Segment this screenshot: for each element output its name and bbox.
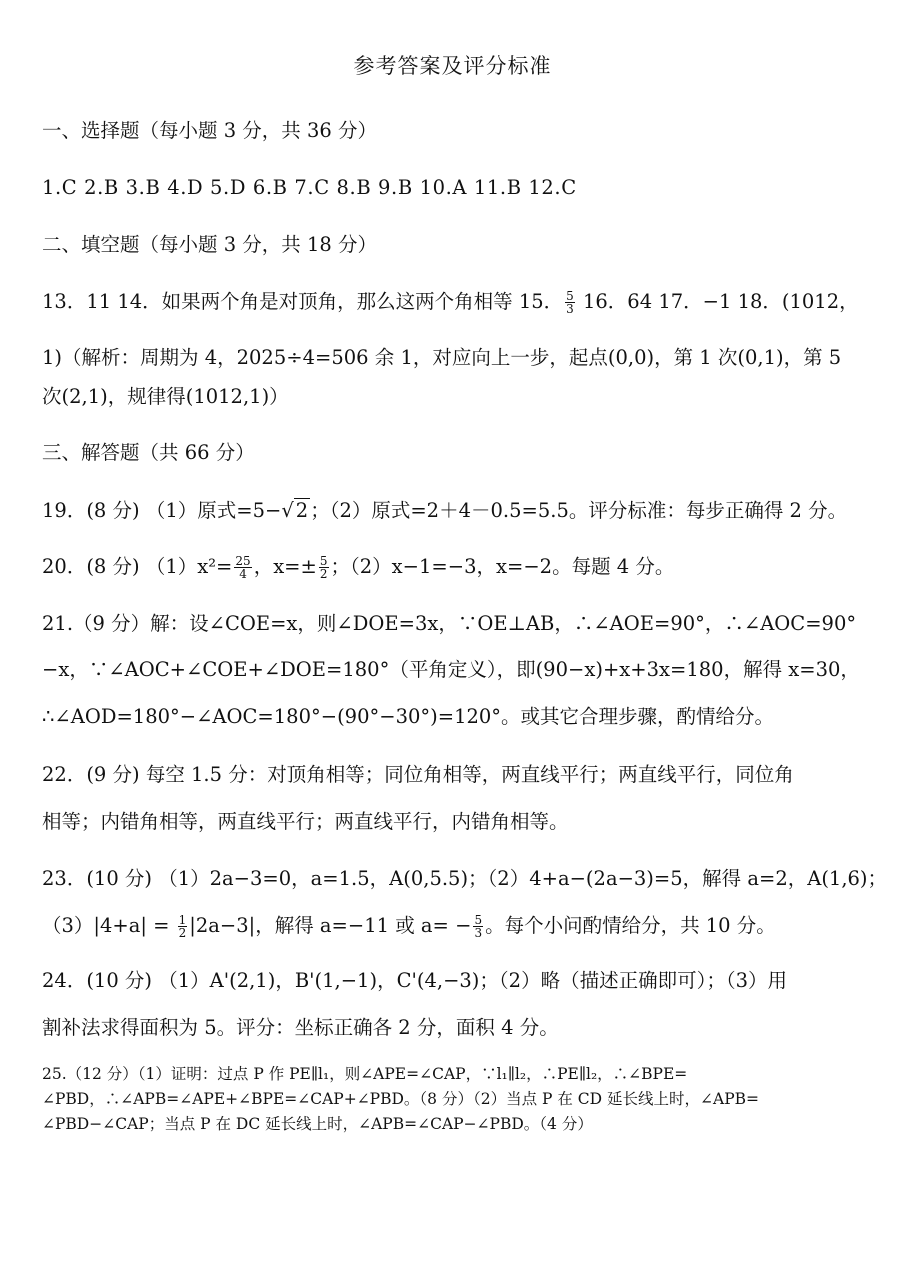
solve-section-header: 三、解答题（共 66 分） bbox=[42, 441, 255, 464]
q23-line-1: 23．(10 分) （1）2a−3=0，a=1.5，A(0,5.5)；（2）4+a−(2a−3)=5，解得 a=2，A(1,6)； bbox=[42, 867, 888, 890]
q20-answer: 20．(8 分) （1）x²= $\frac{25}{4}$ ，x=± $\frac{5}{2}$ ；（2）x−1=−3，x=−2。每题 4 分。 bbox=[42, 554, 675, 581]
q22-line-1: 22．(9 分) 每空 1.5 分：对顶角相等；同位角相等，两直线平行；两直线平行，同位角 bbox=[42, 763, 794, 786]
fraction-25-4: $\frac{25}{4}$ bbox=[235, 554, 251, 581]
fraction-5-3: $\frac{5}{3}$ bbox=[566, 289, 574, 316]
q24-line-2: 割补法求得面积为 5。评分：坐标正确各 2 分，面积 4 分。 bbox=[42, 1016, 559, 1039]
q23-line-2: （3）|4+a| = $\frac{1}{2}$ |2a−3|，解得 a=−11 或 a= − $\frac{5}{3}$ 。每个小问酌情给分，共 10 分。 bbox=[42, 913, 776, 940]
q25-line-2: ∠PBD，∴∠APB=∠APE+∠BPE=∠CAP+∠PBD。（8 分）（2）当点 P 在 CD 延长线上时，∠APB= bbox=[42, 1090, 759, 1108]
fraction-1-2: $\frac{1}{2}$ bbox=[178, 913, 187, 940]
fraction-5-2: $\frac{5}{2}$ bbox=[319, 554, 328, 581]
sqrt-symbol: √ 2 bbox=[281, 499, 309, 522]
fill-text-a: 13．11 14．如果两个角是对顶角，那么这两个角相等 15． bbox=[42, 290, 564, 313]
choice-section-header: 一、选择题（每小题 3 分，共 36 分） bbox=[42, 119, 378, 142]
q24-line-1: 24．(10 分) （1）A'(2,1)，B'(1,−1)，C'(4,−3)；（2）略（描述正确即可）；（3）用 bbox=[42, 969, 787, 992]
q19-answer: 19．(8 分) （1）原式=5−√ 2 ；（2）原式=2＋4－0.5=5.5。评分标准：每步正确得 2 分。 bbox=[42, 497, 867, 525]
q25-line-3: ∠PBD−∠CAP；当点 P 在 DC 延长线上时，∠APB=∠CAP−∠PBD。（4 分） bbox=[42, 1115, 593, 1133]
fill-answers-line-1 bbox=[42, 288, 867, 316]
q21-line-1: 21.（9 分）解：设∠COE=x，则∠DOE=3x，∵OE⊥AB，∴∠AOE=90°，∴∠AOC=90° bbox=[42, 612, 857, 635]
fill-answers-line-2: 1)（解析：周期为 4，2025÷4=506 余 1，对应向上一步，起点(0,0)，第 1 次(0,1)，第 5 bbox=[42, 346, 842, 369]
fill-section-header: 二、填空题（每小题 3 分，共 18 分） bbox=[42, 233, 378, 256]
choice-answers: 1.C 2.B 3.B 4.D 5.D 6.B 7.C 8.B 9.B 10.A 11.B 12.C bbox=[42, 176, 577, 199]
q21-line-3: ∴∠AOD=180°−∠AOC=180°−(90°−30°)=120°。或其它合理步骤，酌情给分。 bbox=[42, 705, 775, 728]
fraction-5-3-b: $\frac{5}{3}$ bbox=[474, 913, 483, 940]
fill-answers-line-3: 次(2,1)，规律得(1012,1)） bbox=[42, 385, 289, 408]
fill-text-b: 16．64 17．−1 18．(1012， bbox=[576, 290, 859, 313]
q22-line-2: 相等；内错角相等，两直线平行；两直线平行，内错角相等。 bbox=[42, 810, 569, 833]
q25-line-1: 25.（12 分）（1）证明：过点 P 作 PE∥l₁，则∠APE=∠CAP，∵l₁∥l₂，∴PE∥l₂，∴∠BPE= bbox=[42, 1065, 688, 1083]
q21-line-2: −x，∵∠AOC+∠COE+∠DOE=180°（平角定义），即(90−x)+x+3x=180，解得 x=30， bbox=[42, 658, 860, 681]
page-title: 参考答案及评分标准 bbox=[353, 54, 552, 78]
